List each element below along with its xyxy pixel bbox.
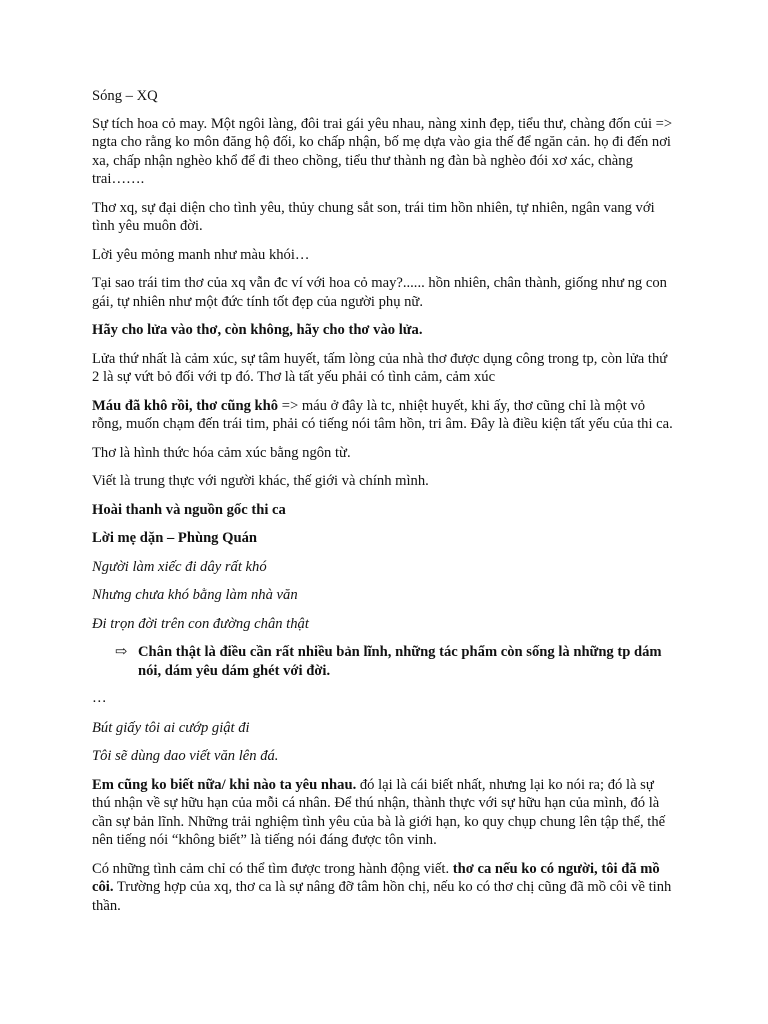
paragraph-love-words: Lời yêu mỏng manh như màu khói… (92, 246, 310, 263)
blood-dry-rest: => máu ở đây là tc, nhiệt huyết, khi ấy, thơ cũng chỉ là một vỏ rỗng, muốn chạm đến trái tim, phải có tiếng nói tâm hồn, tri âm. Đây là điều kiện tất yếu của thi ca. (92, 397, 673, 432)
bullet-item (92, 643, 676, 680)
paragraph-writing-truth: Viết là trung thực với người khác, thế giới và chính mình. (92, 473, 429, 489)
bullet-text: Chân thật là điều cần rất nhiều bản lĩnh, những tác phẩm còn sống là những tp dám nói, dám yêu dám ghét với đời. (138, 644, 662, 679)
paragraph-poetry-form: Thơ là hình thức hóa cảm xúc bằng ngôn từ. (92, 444, 351, 461)
poem-line-4: Bút giấy tôi ai cướp giật đi (92, 719, 250, 736)
poem-line-2: Nhưng chưa khó bằng làm nhà văn (92, 587, 298, 603)
paragraph-legend: Sự tích hoa cỏ may. Một ngôi làng, đôi trai gái yêu nhau, nàng xinh đẹp, tiểu thư, chàng đốn củi => ngta cho rằng ko môn đăng hộ đối, ko chấp nhận, bố mẹ dựa vào gia thế để ngăn cản. họ đi đến nơi xa, chấp nhận nghèo khổ để đi theo chồng, tiểu thư thành ng đàn bà nghèo đói xơ xác, chàng trai……. (92, 115, 673, 187)
doc-title: Sóng – XQ (92, 88, 158, 104)
heading-fire-poetry: Hãy cho lửa vào thơ, còn không, hãy cho thơ vào lửa. (92, 322, 423, 338)
paragraph-em-cung (92, 776, 676, 850)
ellipsis-line: … (92, 690, 107, 706)
poem-line-1: Người làm xiếc đi dây rất khó (92, 558, 267, 575)
heading-hoai-thanh: Hoài thanh và nguồn gốc thi ca (92, 501, 286, 518)
heading-loi-me-dan: Lời mẹ dặn – Phùng Quán (92, 530, 258, 546)
blood-dry-bold: Máu đã khô rồi, thơ cũng khô (92, 397, 279, 414)
poem-line-3: Đi trọn đời trên con đường chân thật (92, 615, 309, 632)
orphan-bold: thơ ca nếu ko có người, tôi đã mồ côi. (92, 860, 660, 895)
paragraph-orphan (92, 860, 676, 916)
orphan-text-b: Trường hợp của xq, thơ ca là sự nâng đỡ tâm hồn chị, nếu ko có thơ chị cũng đã mồ côi về tinh thần. (92, 879, 672, 914)
paragraph-first-fire: Lửa thứ nhất là cảm xúc, sự tâm huyết, tấm lòng của nhà thơ được dụng công trong tp, còn lửa thứ 2 là sự vứt bỏ đối với tp đó. Thơ là tất yếu phải có tình cảm, cảm xúc (92, 350, 668, 385)
paragraph-xq-poetry: Thơ xq, sự đại diện cho tình yêu, thủy chung sắt son, trái tim hồn nhiên, tự nhiên, ngân vang với tình yêu muôn đời. (92, 199, 655, 234)
orphan-text-a: Có những tình cảm chỉ có thể tìm được trong hành động viết. (92, 860, 453, 877)
em-cung-rest: đó lại là cái biết nhất, nhưng lại ko nói ra; đó là sự thú nhận về sự hữu hạn của mỗi cá nhân. Để thú nhận, thành thực với sự hữu hạn của mình, đó là cần sự bản lĩnh. Những trải nghiệm tình yêu của bà là giới hạn, ko quy chụp chung lên tập thể, thế nên tiếng nói “không biết” là tiếng nói đáng được tôn vinh. (92, 776, 666, 848)
paragraph-blood-dry (92, 397, 676, 434)
poem-line-5: Tôi sẽ dùng dao viết văn lên đá. (92, 748, 279, 764)
paragraph-why-heart: Tại sao trái tim thơ của xq vẫn đc ví với hoa cỏ may?...... hồn nhiên, chân thành, giống như ng con gái, tự nhiên như một đức tính tốt đẹp của người phụ nữ. (92, 275, 667, 310)
arrow-bullet-icon: ⇨ (115, 644, 128, 660)
em-cung-bold: Em cũng ko biết nữa/ khi nào ta yêu nhau. (92, 776, 357, 793)
